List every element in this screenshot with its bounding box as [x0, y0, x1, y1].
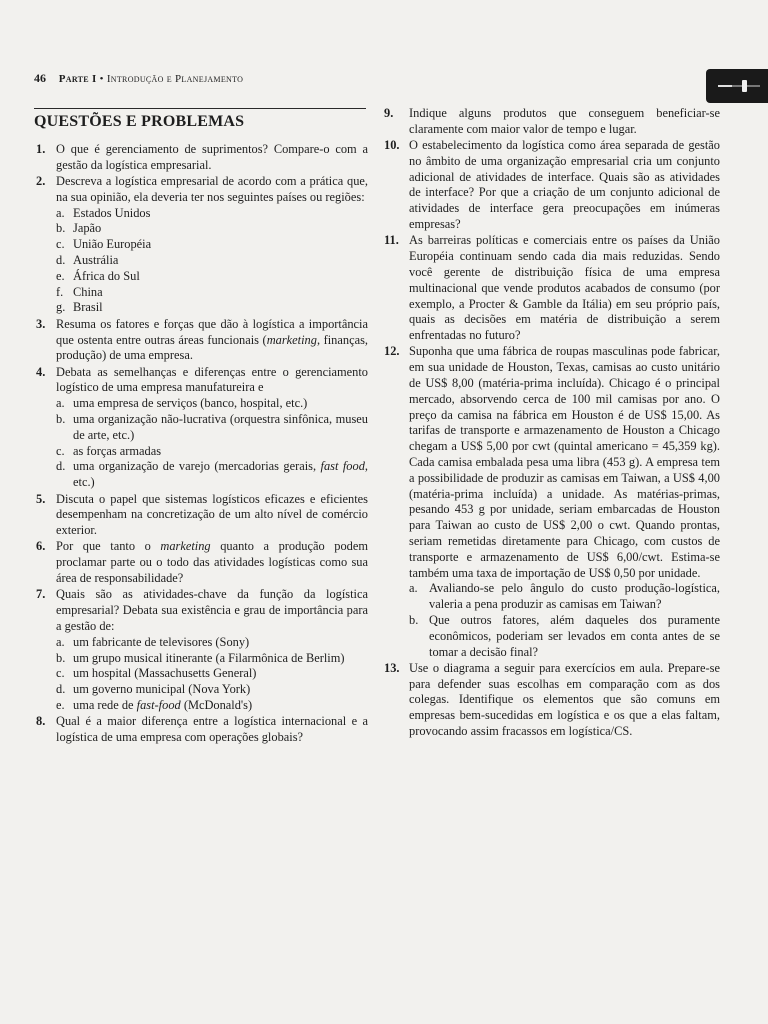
- list-item: c. União Européia: [56, 237, 152, 252]
- left-column: [36, 142, 368, 746]
- question-4: 4. Debata as semelhanças e diferenças entre o gerenciamento logístico de uma empresa manufatureira e a. uma empresa de serviços (banco, hospital, etc.) b. uma organização não-lucrativa (orquestra sinfônica, museu de arte, etc.) c. as forças armadas d. uma organização de varejo (mercadorias gerais, fast food, etc.): [36, 364, 368, 490]
- question-12: 12. Suponha que uma fábrica de roupas masculinas pode fabricar, em sua unidade de Houston, Texas, camisas ao custo unitário de US$ 8,00 (matéria-prima incluída). Chicago é o principal mercado, absorvendo cerca de 100 mil camisas por ano. O preço da camisa na fábrica em Houston é de US$ 15,00. As tarifas de transporte e armazenamento de Houston a Chicago chegam a US$ 5,00 por cwt (quintal americano = 45,359 kg). Cada camisa embalada pesa uma libra (453 g). A empresa tem a possibilidade de produzir as camisas em Taiwan, a US$ 4,00 (matéria-prima incluída) a unidade. As matérias-primas, pesando 453 g por unidade, seriam embarcadas de Houston para Taiwan ao custo de US$ 2,00 o cwt. Quando prontas, seriam remetidas diretamente para Chicago, com custos de transporte e armazenamento de US$ 6,00/cwt. Estima-se também uma taxa de importação de US$ 0,50 por unidade. a. Avaliando-se pelo ângulo do custo produção-logística, valeria a pena produzir as camisas em Taiwan? b. Que outros fatores, além daqueles dos puramente econômicos, poderiam ser levados em conta antes de se tomar a decisão final?: [384, 344, 720, 659]
- question-9: 9. Indique alguns produtos que conseguem beneficiar-se claramente com maior valor de tempo e lugar.: [384, 106, 720, 136]
- question-1: 1. O que é gerenciamento de suprimentos? Compare-o com a gestão da logística empresarial.: [36, 142, 368, 172]
- question-10: 10. O estabelecimento da logística como área separada de gestão no âmbito de uma organização empresarial cria um conjunto adicional de atividades de interface. Quais são as atividades de interface? Por que a criação de um conjunto adicional de atividades de interface gera preocupações em inúmeras empresas?: [384, 138, 720, 232]
- slider-fill: [718, 85, 732, 87]
- section-title: QUESTÕES E PROBLEMAS: [34, 113, 245, 130]
- page-number: 46: [34, 71, 46, 85]
- list-item: c. as forças armadas: [56, 443, 162, 458]
- question-6: 6. Por que tanto o marketing quanto a produção podem proclamar parte ou o todo das atividades logísticas como sua área de responsabilidade?: [36, 539, 368, 586]
- list-item: a. Estados Unidos: [56, 205, 151, 220]
- list-item: a. uma empresa de serviços (banco, hospital, etc.): [56, 396, 308, 411]
- list-item: b. Que outros fatores, além daqueles dos puramente econômicos, poderiam ser levados em conta antes de se tomar a decisão final?: [409, 613, 720, 659]
- list-item: d. um governo municipal (Nova York): [56, 682, 251, 697]
- question-3: 3. Resuma os fatores e forças que dão à logística a importância que ostenta entre outras áreas funcionais (marketing, finanças, produção) de uma empresa.: [36, 316, 368, 363]
- question-13: 13. Use o diagrama a seguir para exercícios em aula. Prepare-se para defender suas escolhas em comparação com as dos colegas. Identifique os elementos que são comuns em empresas bem-sucedidas em logística e os que a elas faltam, provocando assim fracassos em logística/CS.: [384, 660, 720, 739]
- list-item: c. um hospital (Massachusetts General): [56, 666, 257, 681]
- list-item: b. uma organização não-lucrativa (orquestra sinfônica, museu de arte, etc.): [56, 412, 368, 442]
- question-11: 11. As barreiras políticas e comerciais entre os países da União Européia continuam sendo cada dia mais reduzidas. Sendo você gerente de distribuição física de uma empresa multinacional que vende produtos acabados de consumo (por exemplo, a Procter & Gamble da Itália) em seu próprio país, quais as decisões em matéria de distribuição a serem enfrentadas no futuro?: [384, 233, 720, 343]
- list-item: b. Japão: [56, 221, 102, 236]
- list-item: a. Avaliando-se pelo ângulo do custo produção-logística, valeria a pena produzir as camisas em Taiwan?: [409, 581, 720, 612]
- list-item: a. um fabricante de televisores (Sony): [56, 634, 250, 649]
- list-item: d. uma organização de varejo (mercadorias gerais, fast food, etc.): [56, 459, 368, 490]
- zoom-slider[interactable]: [706, 69, 768, 103]
- section-rule: [34, 108, 366, 109]
- question-2: 2. Descreva a logística empresarial de acordo com a prática que, na sua opinião, ela deveria ter nos seguintes países ou regiões: a. Estados Unidos b. Japão c. União Européia d. Austrália e. África do Sul f. China g. Brasil: [36, 174, 368, 315]
- right-column: [384, 106, 720, 740]
- running-header: [34, 71, 364, 86]
- list-item: f. China: [56, 284, 103, 299]
- list-item: e. África do Sul: [56, 268, 140, 283]
- running-title: Parte I • Introdução e Planejamento: [58, 73, 244, 85]
- list-item: g. Brasil: [56, 300, 103, 315]
- list-item: e. uma rede de fast-food (McDonald's): [56, 697, 253, 712]
- list-item: b. um grupo musical itinerante (a Filarmônica de Berlim): [56, 650, 345, 665]
- slider-icon[interactable]: [742, 80, 747, 92]
- list-item: d. Austrália: [56, 253, 119, 268]
- question-7: 7. Quais são as atividades-chave da função da logística empresarial? Debata sua existência e grau de importância para a gestão de: a. um fabricante de televisores (Sony) b. um grupo musical itinerante (a Filarmônica de Berlim) c. um hospital (Massachusetts General) d. um governo municipal (Nova York) e. uma rede de fast-food (McDonald's): [36, 587, 368, 712]
- question-5: 5. Discuta o papel que sistemas logísticos eficazes e eficientes desempenham na concretização de um alto nível de comércio exterior.: [36, 491, 368, 538]
- question-8: 8. Qual é a maior diferença entre a logística internacional e a logística de uma empresa com operações globais?: [36, 714, 368, 744]
